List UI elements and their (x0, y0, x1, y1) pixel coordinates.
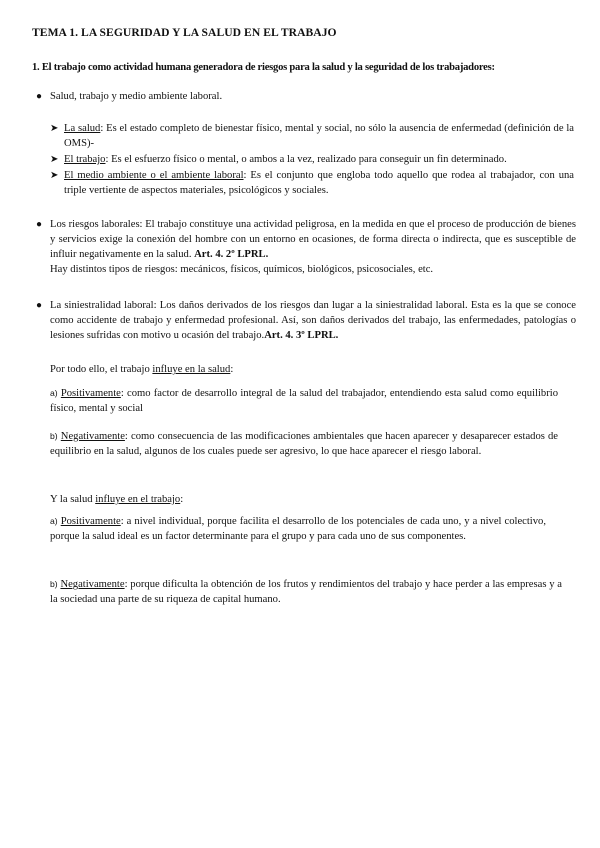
influye-trabajo-heading (50, 492, 560, 507)
list-label: b) (50, 579, 58, 589)
bullet-icon: ● (36, 91, 43, 102)
riesgos-text: Los riesgos laborales: El trabajo constituye una actividad peligrosa, en la medida en que el proceso de producción de bienes y servicios exige la conexión del hombre con un entorno en ocasiones, de forma directa o indirecta, que es susceptible de influir negativamente en la salud. (50, 219, 576, 260)
bullet-salud-trabajo: Salud, trabajo y medio ambiente laboral. (50, 91, 223, 102)
influye-salud-term: influye en la salud (152, 364, 231, 375)
term-positivamente: Positivamente (60, 388, 121, 399)
arrow-bullet-icon: ➤ (50, 123, 59, 134)
influye-salud-suffix: : (230, 364, 234, 375)
term-salud: La salud (64, 123, 101, 134)
trabajo-negativamente (50, 577, 562, 607)
riesgos-article-ref: Art. 4. 2º LPRL. (194, 249, 269, 260)
definition-medio-ambiente (64, 168, 574, 198)
influye-trabajo-term: influye en el trabajo (95, 494, 181, 505)
arrow-bullet-icon: ➤ (50, 154, 59, 165)
term-medio-ambiente: El medio ambiente o el ambiente laboral (64, 170, 244, 181)
salud-negativamente (50, 429, 558, 459)
trabajo-negativamente-text: : porque dificulta la obtención de los frutos y rendimientos del trabajo y hace perder a las empresas y a la sociedad una parte de su riqueza de capital humano. (50, 579, 562, 605)
term-negativamente: Negativamente (60, 579, 125, 590)
bullet-icon: ● (36, 300, 43, 311)
salud-positivamente (50, 386, 558, 416)
riesgos-tipos-text: Hay distintos tipos de riesgos: mecánicos, físicos, químicos, biológicos, psicosociales, etc. (50, 264, 434, 275)
list-label: a) (50, 388, 58, 398)
definition-medio-text: : Es el conjunto que engloba todo aquello que rodea al trabajador, con una triple vertiente de aspectos materiales, psicológicos y sociales. (64, 170, 574, 196)
term-negativamente: Negativamente (60, 431, 125, 442)
siniestralidad-text: La siniestralidad laboral: Los daños derivados de los riesgos dan lugar a la siniestralidad laboral. Esta es la que se conoce como accidente de trabajo y enfermedad profesional. Así, son daños derivados del trabajo, las enfermedades, patologías o lesiones sufridas con motivo u ocasión del trabajo. (50, 300, 576, 341)
trabajo-positivamente (50, 514, 546, 544)
salud-negativamente-text: : como consecuencia de las modificaciones ambientales que hacen aparecer y desaparecer estados de equilibrio en la salud, algunos de los cuales puede ser agresivo, lo que hace aparecer el riesgo laboral. (50, 431, 558, 457)
influye-salud-heading (50, 362, 560, 377)
term-trabajo: El trabajo (64, 154, 106, 165)
definition-trabajo (64, 152, 574, 167)
bullet-icon: ● (36, 219, 43, 230)
definition-salud (64, 121, 574, 151)
bullet-siniestralidad (50, 298, 576, 343)
section-heading: 1. El trabajo como actividad humana generadora de riesgos para la salud y la seguridad de los trabajadores: (32, 62, 495, 73)
definition-salud-text: : Es el estado completo de bienestar físico, mental y social, no sólo la ausencia de enfermedad (definición de la OMS)- (64, 123, 574, 149)
arrow-bullet-icon: ➤ (50, 170, 59, 181)
trabajo-positivamente-text: : a nivel individual, porque facilita el desarrollo de los potenciales de cada uno, y a nivel colectivo, porque la salud ideal es un factor determinante para el grupo y para cada uno de sus componentes. (50, 516, 546, 542)
term-positivamente: Positivamente (60, 516, 121, 527)
list-label: b) (50, 431, 58, 441)
influye-trabajo-prefix: Y la salud (50, 494, 96, 505)
document-title: TEMA 1. LA SEGURIDAD Y LA SALUD EN EL TRABAJO (32, 26, 337, 39)
influye-trabajo-suffix: : (180, 494, 184, 505)
siniestralidad-article-ref: Art. 4. 3º LPRL. (264, 330, 339, 341)
bullet-riesgos-laborales (50, 217, 576, 277)
salud-positivamente-text: : como factor de desarrollo integral de la salud del trabajador, entendiendo esta salud como equilibrio físico, mental y social (50, 388, 558, 414)
list-label: a) (50, 516, 58, 526)
influye-salud-prefix: Por todo ello, el trabajo (50, 364, 153, 375)
definition-trabajo-text: : Es el esfuerzo físico o mental, o ambos a la vez, realizado para conseguir un fin determinado. (105, 154, 507, 165)
